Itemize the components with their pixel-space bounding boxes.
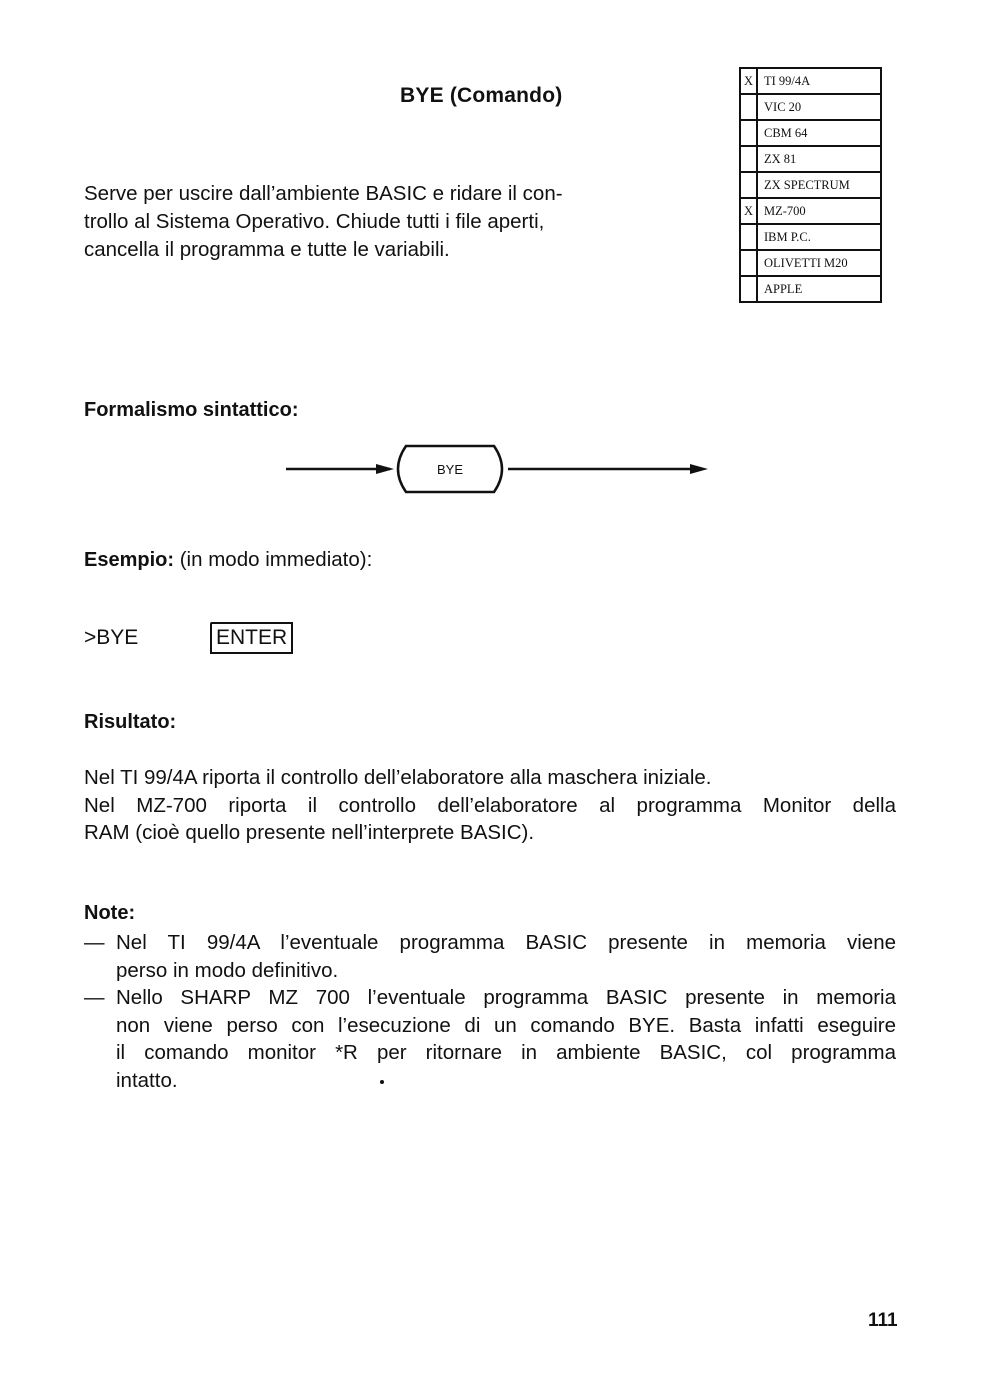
table-row (740, 224, 881, 250)
table-row (740, 172, 881, 198)
example-line (84, 548, 372, 572)
compat-machine: ZX 81 (757, 146, 881, 172)
intro-line: cancella il programma e tutte le variabili. (84, 238, 450, 261)
compat-mark (740, 224, 757, 250)
compat-machine: APPLE (757, 276, 881, 302)
example-command: >BYE (84, 626, 139, 649)
page-number: 111 (868, 1310, 898, 1331)
note-text (116, 929, 896, 984)
arrow-in-icon (376, 464, 394, 474)
arrow-out-icon (690, 464, 708, 474)
table-row (740, 120, 881, 146)
note-line: intatto. (116, 1068, 178, 1092)
page-title: BYE (Comando) (400, 84, 563, 107)
result-line: Nel MZ-700 riporta il controllo dell’elaboratore al programma Monitor della (84, 793, 896, 817)
note-text (116, 984, 896, 1094)
intro-line: Serve per uscire dall’ambiente BASIC e ridare il con- (84, 182, 563, 205)
result-paragraph (84, 764, 896, 847)
intro-line: trollo al Sistema Operativo. Chiude tutti i file aperti, (84, 210, 545, 233)
compat-mark (740, 94, 757, 120)
compat-mark (740, 146, 757, 172)
compat-mark: X (740, 68, 757, 94)
compat-machine: TI 99/4A (757, 68, 881, 94)
note-dash: — (84, 986, 105, 1009)
compat-machine: MZ-700 (757, 198, 881, 224)
table-row (740, 276, 881, 302)
compat-mark (740, 250, 757, 276)
note-line: non viene perso con l’esecuzione di un comando BYE. Basta infatti eseguire (116, 1013, 896, 1037)
compat-mark (740, 120, 757, 146)
enter-key: ENTER (210, 622, 293, 654)
compatibility-table (739, 67, 882, 303)
note-item (84, 929, 896, 984)
note-line: Nello SHARP MZ 700 l’eventuale programma BASIC presente in memoria (116, 986, 896, 1009)
notes-heading: Note: (84, 902, 136, 924)
example-text: (in modo immediato): (179, 548, 373, 571)
note-item (84, 984, 896, 1094)
table-row (740, 198, 881, 224)
compat-machine: CBM 64 (757, 120, 881, 146)
compat-machine: ZX SPECTRUM (757, 172, 881, 198)
result-heading: Risultato: (84, 711, 177, 733)
result-line: Nel TI 99/4A riporta il controllo dell’elaboratore alla maschera iniziale. (84, 766, 712, 789)
syntax-diagram (280, 440, 720, 500)
compat-machine: IBM P.C. (757, 224, 881, 250)
result-line: RAM (cioè quello presente nell’interprete BASIC). (84, 821, 535, 844)
note-dash: — (84, 931, 105, 954)
table-row (740, 68, 881, 94)
compat-machine: OLIVETTI M20 (757, 250, 881, 276)
intro-paragraph (84, 180, 664, 264)
syntax-keyword: BYE (436, 462, 464, 477)
compat-mark (740, 172, 757, 198)
compat-machine: VIC 20 (757, 94, 881, 120)
table-row (740, 250, 881, 276)
notes-list (84, 929, 896, 1094)
table-row (740, 94, 881, 120)
syntax-heading: Formalismo sintattico: (84, 399, 299, 421)
note-line: Nel TI 99/4A l’eventuale programma BASIC presente in memoria viene (116, 931, 896, 954)
stray-dot (380, 1080, 384, 1084)
example-heading: Esempio: (84, 549, 175, 571)
compat-mark: X (740, 198, 757, 224)
compat-mark (740, 276, 757, 302)
table-row (740, 146, 881, 172)
note-line: perso in modo definitivo. (116, 958, 339, 982)
note-line: il comando monitor *R per ritornare in ambiente BASIC, col programma (116, 1041, 896, 1064)
